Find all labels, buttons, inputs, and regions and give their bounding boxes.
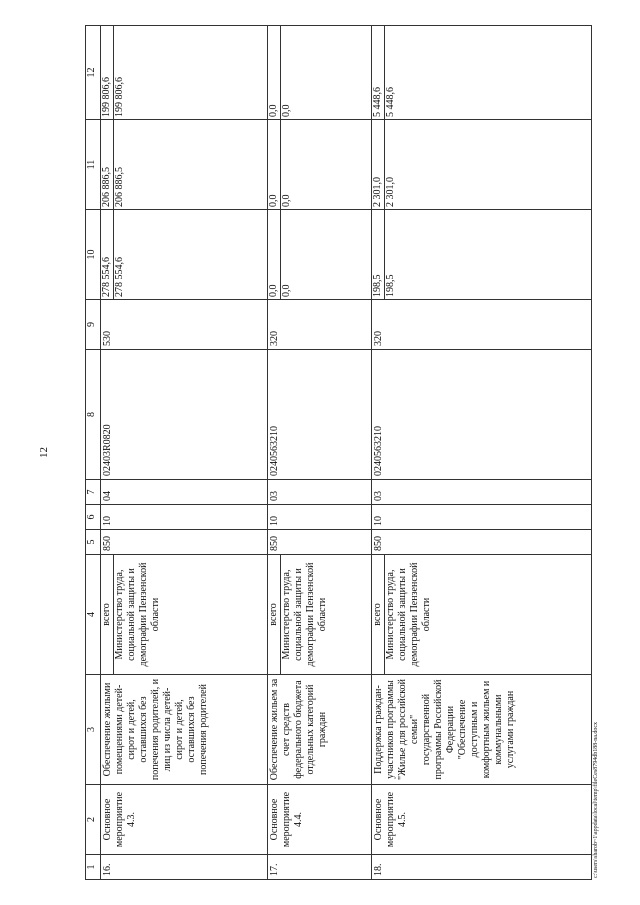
cell-col5: 850 [101, 530, 268, 555]
value-executor: 0,0 [280, 26, 293, 119]
column-number: 6 [86, 505, 101, 530]
row-number: 16. [101, 855, 268, 880]
cell-col8: 0240563210 [268, 350, 371, 480]
column-number: 1 [86, 855, 101, 880]
value-total: 5 448,6 [371, 87, 383, 117]
value-total: 198,5 [371, 274, 383, 297]
executor-cell [101, 555, 268, 675]
value-executor: 278 554,6 [113, 210, 126, 299]
value-executor: 5 448,6 [384, 26, 397, 119]
value-total: 0,0 [268, 284, 280, 297]
event-description: Обеспечение жильем за счет средств федерального бюджета отдельных категорий граждан [268, 675, 371, 785]
value-executor: 206 886,5 [113, 120, 126, 209]
column-number: 11 [86, 120, 101, 210]
value-executor: 0,0 [280, 120, 293, 209]
budget-table-rotated [85, 26, 592, 880]
column-number: 4 [86, 555, 101, 675]
cell-col5: 850 [371, 530, 591, 555]
value-total: 206 886,5 [101, 167, 113, 207]
cell-col6: 10 [371, 505, 591, 530]
column-number-row [86, 26, 101, 880]
cell-col12 [371, 26, 591, 120]
row-number: 17. [268, 855, 371, 880]
cell-col10 [268, 210, 371, 300]
value-executor: 198,5 [384, 210, 397, 299]
budget-table [85, 25, 592, 880]
cell-col12 [101, 26, 268, 120]
event-name: Основное мероприятие 4.5. [371, 785, 591, 855]
value-total: 199 806,6 [101, 77, 113, 117]
column-number: 7 [86, 480, 101, 505]
cell-col6: 10 [268, 505, 371, 530]
cell-col10 [371, 210, 591, 300]
column-number: 2 [86, 785, 101, 855]
column-number: 5 [86, 530, 101, 555]
value-executor: 2 301,0 [384, 120, 397, 209]
total-label: всего [371, 603, 383, 626]
total-label: всего [101, 603, 113, 626]
cell-col11 [371, 120, 591, 210]
column-number: 10 [86, 210, 101, 300]
value-total: 278 554,6 [101, 257, 113, 297]
cell-col10 [101, 210, 268, 300]
cell-col12 [268, 26, 371, 120]
value-executor: 199 806,6 [113, 26, 126, 119]
value-executor: 0,0 [280, 210, 293, 299]
cell-col7: 04 [101, 480, 268, 505]
value-total: 0,0 [268, 194, 280, 207]
cell-col8: 02403R0820 [101, 350, 268, 480]
value-total: 0,0 [268, 104, 280, 117]
cell-col6: 10 [101, 505, 268, 530]
total-label: всего [268, 603, 280, 626]
event-name: Основное мероприятие 4.4. [268, 785, 371, 855]
executor-name: Министерство труда, социальной защиты и демографии Пензенской области [113, 555, 162, 674]
cell-col5: 850 [268, 530, 371, 555]
event-description: Обеспечение жилыми помещениями детей-сирот и детей, оставшихся без попечения родителей, и лиц из числа детей-сирот и детей, оставшихся без попечения родителей [101, 675, 268, 785]
cell-col9: 320 [268, 300, 371, 350]
column-number: 9 [86, 300, 101, 350]
event-description: Поддержка граждан-участников программы "Жилье для российской семьи" государственной программы Российской Федерации "Обеспечение доступным и комфортным жильем и коммунальными услугами граждан [371, 675, 591, 785]
cell-col7: 03 [268, 480, 371, 505]
cell-col7: 03 [371, 480, 591, 505]
cell-col9: 530 [101, 300, 268, 350]
table-row [268, 26, 371, 880]
cell-col11 [268, 120, 371, 210]
event-name: Основное мероприятие 4.3. [101, 785, 268, 855]
column-number: 8 [86, 350, 101, 480]
executor-cell [268, 555, 371, 675]
file-path-footer: c:\users\sharob~1\appdata\local\temp\fileCes8794db188-na.docx [593, 721, 599, 878]
column-number: 3 [86, 675, 101, 785]
executor-name: Министерство труда, социальной защиты и демографии Пензенской области [280, 555, 329, 674]
cell-col8: 0240563210 [371, 350, 591, 480]
value-total: 2 301,0 [371, 177, 383, 207]
executor-cell [371, 555, 591, 675]
executor-name: Министерство труда, социальной защиты и демографии Пензенской области [384, 555, 433, 674]
page-number: 12 [38, 447, 50, 458]
table-row [371, 26, 591, 880]
cell-col11 [101, 120, 268, 210]
table-row [101, 26, 268, 880]
cell-col9: 320 [371, 300, 591, 350]
row-number: 18. [371, 855, 591, 880]
column-number: 12 [86, 26, 101, 120]
